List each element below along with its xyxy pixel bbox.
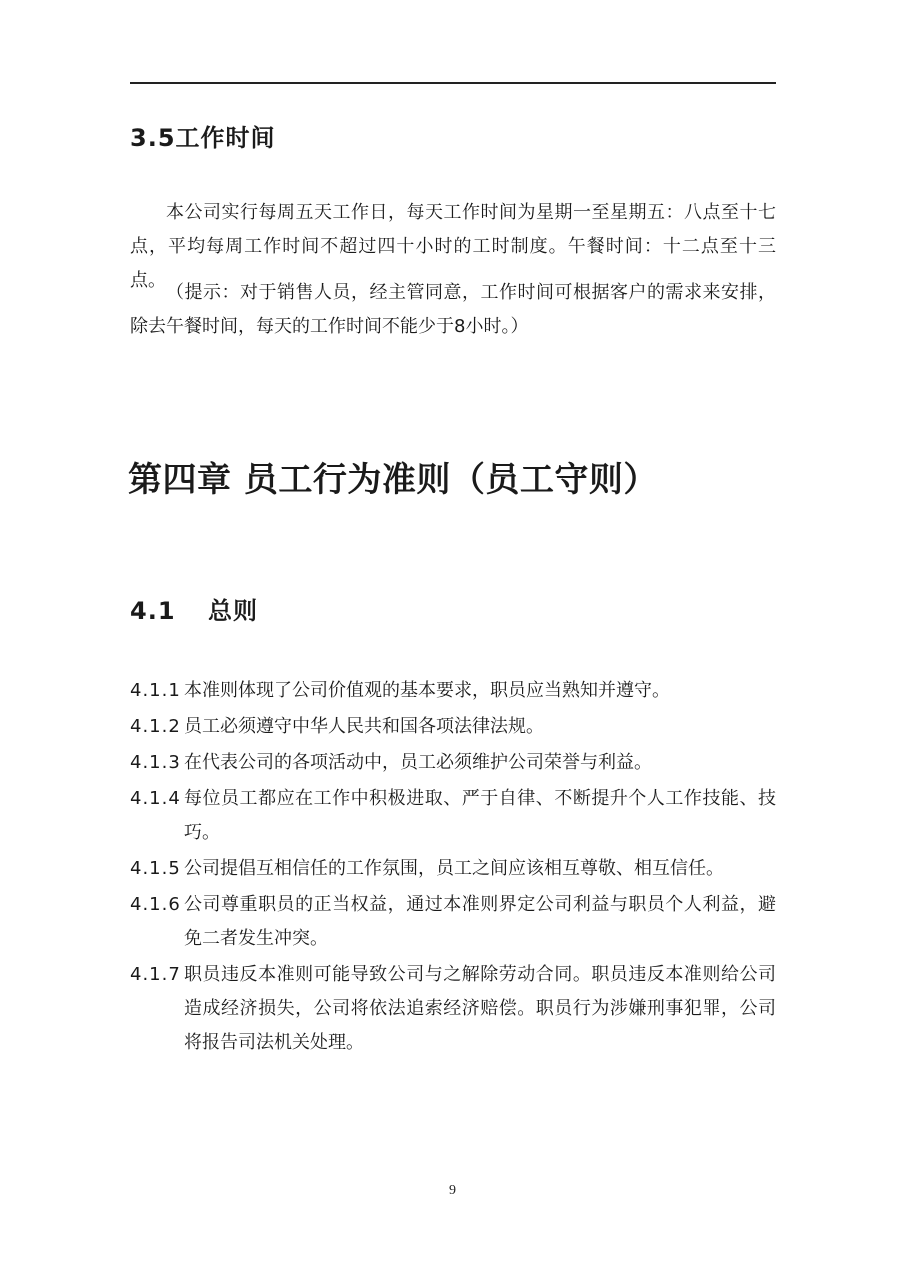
section-title: 总则 xyxy=(208,597,258,625)
list-item xyxy=(130,852,776,886)
item-text: 在代表公司的各项活动中，员工必须维护公司荣誉与利益。 xyxy=(184,752,652,773)
list-item xyxy=(130,958,776,1060)
item-number: 4.1.3 xyxy=(130,752,181,773)
item-text: 职员违反本准则可能导致公司与之解除劳动合同。职员违反本准则给公司造成经济损失，公司将依法追索经济赔偿。职员行为涉嫌刑事犯罪，公司将报告司法机关处理。 xyxy=(184,964,776,1053)
item-number: 4.1.2 xyxy=(130,716,181,737)
item-text: 本准则体现了公司价值观的基本要求，职员应当熟知并遵守。 xyxy=(184,680,670,701)
chapter-title: 第四章 员工行为准则（员工守则） xyxy=(128,460,658,500)
section-heading-3-5: 3.5工作时间 xyxy=(130,124,276,152)
list-item xyxy=(130,782,776,850)
list-item xyxy=(130,674,776,708)
list-item xyxy=(130,710,776,744)
item-text: 员工必须遵守中华人民共和国各项法律法规。 xyxy=(184,716,544,737)
item-number: 4.1.5 xyxy=(130,858,181,879)
section-3-5-paragraph: 本公司实行每周五天工作日，每天工作时间为星期一至星期五：八点至十七点，平均每周工作时间不超过四十小时的工时制度。午餐时间：十二点至十三点。 xyxy=(130,202,776,291)
item-number: 4.1.1 xyxy=(130,680,181,701)
item-number: 4.1.4 xyxy=(130,788,181,809)
item-text: 每位员工都应在工作中积极进取、严于自律、不断提升个人工作技能、技巧。 xyxy=(184,788,776,843)
section-3-5-note: （提示：对于销售人员，经主管同意，工作时间可根据客户的需求来安排，除去午餐时间，每天的工作时间不能少于8小时。） xyxy=(130,282,776,337)
list-item xyxy=(130,888,776,956)
item-number: 4.1.7 xyxy=(130,964,181,985)
item-number: 4.1.6 xyxy=(130,894,181,915)
list-item xyxy=(130,746,776,780)
item-text: 公司提倡互相信任的工作氛围，员工之间应该相互尊敬、相互信任。 xyxy=(184,858,724,879)
header-rule xyxy=(130,82,776,84)
rules-list xyxy=(130,674,776,1062)
section-number: 4.1 xyxy=(130,597,176,625)
item-text: 公司尊重职员的正当权益，通过本准则界定公司利益与职员个人利益，避免二者发生冲突。 xyxy=(184,894,776,949)
page-number: 9 xyxy=(449,1183,456,1198)
section-heading-4-1 xyxy=(130,591,258,626)
